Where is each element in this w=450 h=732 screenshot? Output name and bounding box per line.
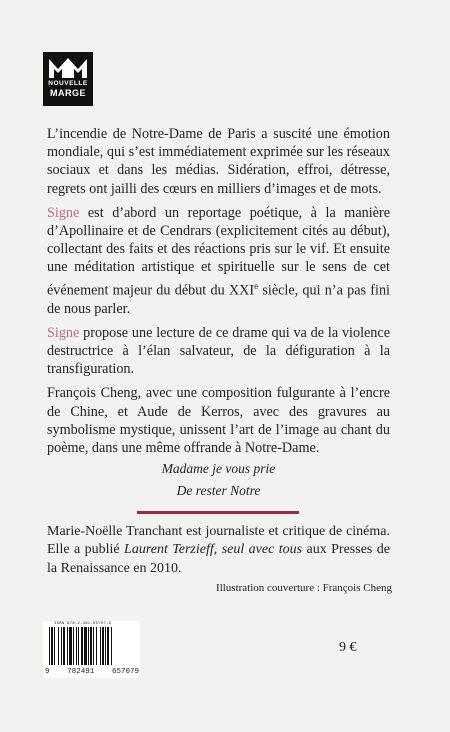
epigraph-line2: De rester Notre: [176, 483, 261, 498]
publisher-logo: [43, 52, 93, 106]
epigraph: [47, 458, 390, 502]
illustration-credit: Illustration couverture : François Cheng: [216, 582, 392, 594]
title-signe-2: Signe: [47, 324, 80, 341]
paragraph-3: [47, 324, 390, 379]
paragraph-4: François Cheng, avec une composition fulgurante à l’encre de Chine, et Aude de Kerros, avec des gravures au symbolisme mystique, unissent l’art de l’image au chant du poème, dans une même offrande à Notre-Dame.: [47, 385, 390, 456]
divider: [137, 511, 299, 514]
paragraph-1: L’incendie de Notre-Dame de Paris a suscité une émotion mondiale, qui s’est immédiatement exprimée sur les réseaux sociaux et dans les médias. Sidération, effroi, détresse, regrets ont jailli des cœurs en milliers d’images et de mots.: [47, 126, 390, 197]
crown-icon: [48, 57, 88, 79]
superscript: e: [254, 280, 259, 291]
blurb: [47, 125, 390, 463]
barcode-numbers: [45, 668, 139, 676]
price: 9 €: [339, 640, 357, 655]
paragraph-2-end: siècle, qui n’a pas fini de nous parler.: [47, 282, 390, 317]
barcode: [43, 621, 140, 678]
barcode-digit1: 9: [45, 668, 50, 676]
barcode-digits3: 657079: [111, 668, 139, 676]
logo-line1: NOUVELLE: [48, 80, 88, 87]
bio-text: Marie-Noëlle Tranchant est journaliste et critique de cinéma. Elle a publié: [47, 524, 390, 558]
barcode-digits2: 782491: [67, 668, 95, 676]
logo-line2: MARGE: [50, 88, 86, 98]
title-signe: Signe: [47, 204, 80, 221]
paragraph-2: [47, 204, 390, 318]
bio-end: aux Presses de la Renaissance en 2010.: [47, 542, 390, 576]
paragraph-2-text: est d’abord un reportage poétique, à la manière d’Apollinaire et de Cendrars (explicitement cités au début), collectant des faits et des réactions pris sur le vif. Et ensuite une méditation artistique et spirituelle sur le sens de cet événement majeur du début du XXI: [47, 204, 390, 299]
isbn-label: ISBN 978-2-491-65707-9: [54, 622, 112, 626]
author-bio: [47, 523, 390, 578]
paragraph-3-text: propose une lecture de ce drame qui va de la violence destructrice à l’élan salvateur, de la défiguration à la transfiguration.: [47, 324, 390, 378]
epigraph-line1: Madame je vous prie: [161, 461, 276, 476]
barcode-bars: [49, 627, 135, 665]
book-title: Laurent Terzieff, seul avec tous: [124, 542, 303, 558]
